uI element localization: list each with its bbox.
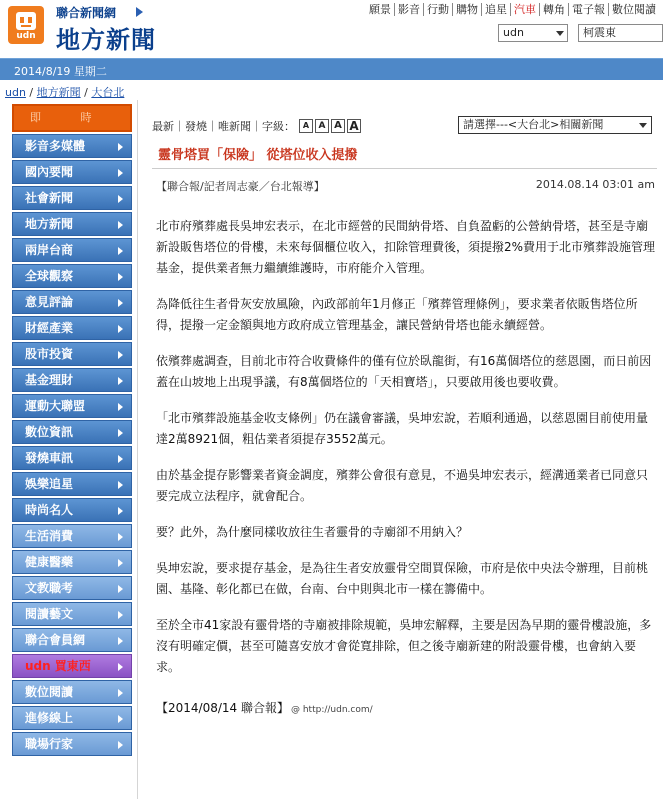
- font-size-button[interactable]: A: [331, 119, 345, 133]
- sidebar-item-label: 健康醫藥: [25, 555, 74, 569]
- article-paragraph: 要？此外，為什麼同樣收放往生者靈骨的寺廟卻不用納入？: [156, 525, 469, 539]
- sidebar-item-label: 數位資訊: [25, 425, 74, 439]
- top-nav-item[interactable]: 願景: [366, 3, 395, 16]
- sidebar-item[interactable]: [12, 186, 132, 210]
- site-main-title[interactable]: 地方新聞: [56, 26, 156, 54]
- article-paragraph: 吳坤宏說，要求提存基金，是為往生者安放靈骨空間買保險，市府是依中央法令辦理，目前桃園、基隆、彰化都已在做，台南、台中則與北市一樣在籌備中。: [156, 561, 649, 596]
- article-title: 靈骨塔買「保險」 從塔位收入提撥: [158, 148, 358, 163]
- top-nav-item[interactable]: 電子報: [569, 3, 609, 16]
- chevron-right-icon: [118, 429, 123, 437]
- article-paragraph: 至於全市41家設有靈骨塔的寺廟被排除規範，吳坤宏解釋，主要是因為早期的靈骨樓設施，多沒有明確定價，甚至可隨喜安放才會從寬排除，但之後寺廟新建的附設靈骨樓，也會納入要求。: [156, 618, 652, 674]
- search-input[interactable]: 柯震東: [578, 24, 663, 42]
- sidebar: [12, 104, 132, 756]
- site-header: [0, 0, 663, 58]
- chevron-right-icon: [118, 741, 123, 749]
- sidebar-item[interactable]: [12, 602, 132, 626]
- top-nav-item[interactable]: 購物: [453, 3, 482, 16]
- sidebar-item-label: 股市投資: [25, 347, 74, 361]
- sidebar-item-label: 基金理財: [25, 373, 74, 387]
- logo-eye-right: [28, 17, 32, 23]
- article-paragraph: 北市府殯葬處長吳坤宏表示，在北市經營的民間納骨塔、自負盈虧的公營納骨塔，甚至是寺廟新設販售塔位的骨樓，未來每個櫃位收入，扣除管理費後，須提撥2%費用于北市殯葬設施管理基金，提供業者無力繼續維護時，市府能介入管理。: [156, 219, 656, 275]
- sidebar-item[interactable]: [12, 160, 132, 184]
- sidebar-item[interactable]: [12, 680, 132, 704]
- sidebar-item-label: 地方新聞: [25, 217, 74, 231]
- sidebar-item[interactable]: [12, 134, 132, 158]
- divider: [152, 168, 657, 169]
- chevron-right-icon: [118, 273, 123, 281]
- logo-eye-left: [20, 17, 24, 23]
- column-divider: [137, 100, 138, 799]
- logo-mouth: [21, 25, 31, 27]
- chevron-right-icon: [118, 143, 123, 151]
- chevron-right-icon: [118, 663, 123, 671]
- font-size-button[interactable]: A: [347, 119, 361, 133]
- related-news-value: 請選擇---<大台北>相關新聞: [463, 118, 604, 131]
- breadcrumb-link[interactable]: 大台北: [91, 86, 125, 99]
- chevron-right-icon: [118, 715, 123, 723]
- chevron-right-icon: [118, 299, 123, 307]
- udn-logo-icon[interactable]: [8, 6, 44, 44]
- top-nav-item[interactable]: 轉角: [540, 3, 569, 16]
- article-timestamp: 2014.08.14 03:01 am: [535, 178, 655, 191]
- article-source-link[interactable]: @ http://udn.com/: [290, 705, 373, 715]
- breadcrumb-link[interactable]: 地方新聞: [36, 86, 81, 99]
- sidebar-item-label: 閱讀藝文: [25, 607, 74, 621]
- sidebar-item-label: 影音多媒體: [25, 139, 86, 153]
- sidebar-item-label: 社會新聞: [25, 191, 74, 205]
- sidebar-item-label: 兩岸台商: [25, 243, 74, 257]
- chevron-right-icon: [118, 611, 123, 619]
- sidebar-item[interactable]: [12, 576, 132, 600]
- chevron-right-icon: [118, 559, 123, 567]
- sidebar-item[interactable]: [12, 420, 132, 444]
- font-size-button[interactable]: A: [299, 119, 313, 133]
- article-source: 【2014/08/14 聯合報】: [156, 701, 289, 715]
- chevron-right-icon: [118, 351, 123, 359]
- top-nav-item[interactable]: 汽車: [511, 3, 540, 16]
- logo-face: [16, 12, 36, 30]
- toolbar-links[interactable]: 最新｜發燒｜唯新聞｜字級：: [152, 120, 295, 133]
- breadcrumb: udn / 地方新聞 / 大台北: [5, 86, 125, 99]
- chevron-right-icon: [118, 195, 123, 203]
- top-nav-item[interactable]: 數位閱讀: [612, 3, 656, 16]
- article-footer: [156, 698, 656, 721]
- sidebar-item[interactable]: [12, 706, 132, 730]
- search-scope-value: udn: [503, 26, 524, 39]
- sidebar-item[interactable]: [12, 498, 132, 522]
- chevron-right-icon: [118, 481, 123, 489]
- sidebar-item-label: 意見評論: [25, 295, 74, 309]
- sidebar-item[interactable]: [12, 316, 132, 340]
- sidebar-item[interactable]: [12, 472, 132, 496]
- chevron-right-icon: [118, 689, 123, 697]
- logo-udn-text: udn: [16, 31, 36, 41]
- chevron-right-icon: [118, 585, 123, 593]
- article-paragraph: 依殯葬處調查，目前北市符合收費條件的僅有位於臥龍街，有16萬個塔位的慈恩園，而日前因蓋在山坡地上出現爭議，有8萬個塔位的「天相寶塔」，只要啟用後也要收費。: [156, 354, 652, 389]
- sidebar-item-label: 進修線上: [25, 711, 74, 725]
- top-nav: [366, 3, 659, 16]
- sidebar-item[interactable]: [12, 368, 132, 392]
- article-panel: [142, 104, 663, 799]
- sidebar-item[interactable]: [12, 550, 132, 574]
- sidebar-item[interactable]: [12, 628, 132, 652]
- related-news-select[interactable]: [458, 116, 652, 134]
- chevron-right-icon: [118, 169, 123, 177]
- site-arrow-icon: [136, 7, 143, 17]
- sidebar-item-label: 文教職考: [25, 581, 74, 595]
- sidebar-item[interactable]: [12, 290, 132, 314]
- article-paragraph: 「北市殯葬設施基金收支條例」仍在議會審議，吳坤宏說，若順利通過，以慈恩園目前使用量達2萬8921個，粗估業者須提存3552萬元。: [156, 411, 649, 446]
- font-size-button[interactable]: A: [315, 119, 329, 133]
- sidebar-item[interactable]: [12, 732, 132, 756]
- chevron-down-icon: [556, 31, 564, 36]
- article-toolbar: [152, 118, 361, 134]
- article-paragraph: 由於基金提存影響業者資金調度，殯葬公會很有意見，不過吳坤宏表示，經溝通業者已同意只要完成立法程序，就會配合。: [156, 468, 649, 503]
- sidebar-item[interactable]: [12, 446, 132, 470]
- chevron-right-icon: [118, 325, 123, 333]
- sidebar-item-label: 全球觀察: [25, 269, 74, 283]
- sidebar-item[interactable]: [12, 524, 132, 548]
- current-date: 2014/8/19 星期二: [14, 65, 107, 78]
- promo-prefix: udn: [25, 659, 51, 673]
- sidebar-item[interactable]: [12, 238, 132, 262]
- sidebar-item-label: 財經產業: [25, 321, 74, 335]
- sidebar-item-shopping[interactable]: [12, 654, 132, 678]
- sidebar-item-label: 時尚名人: [25, 503, 74, 517]
- sidebar-item-label: 職場行家: [25, 737, 74, 751]
- chevron-right-icon: [118, 533, 123, 541]
- site-top-title[interactable]: 聯合新聞網: [56, 6, 117, 20]
- top-nav-item[interactable]: 追星: [482, 3, 511, 16]
- search-scope-select[interactable]: [498, 24, 568, 42]
- chevron-right-icon: [118, 637, 123, 645]
- chevron-down-icon: [639, 123, 647, 128]
- chevron-right-icon: [118, 455, 123, 463]
- sidebar-item-label: 娛樂追星: [25, 477, 74, 491]
- sidebar-item-label: 運動大聯盟: [25, 399, 86, 413]
- top-nav-item[interactable]: 影音: [395, 3, 424, 16]
- breadcrumb-link[interactable]: udn: [5, 86, 26, 99]
- top-nav-item[interactable]: 行動: [424, 3, 453, 16]
- sidebar-item[interactable]: [12, 212, 132, 236]
- sidebar-item-label: 數位閱讀: [25, 685, 74, 699]
- sidebar-item[interactable]: [12, 342, 132, 366]
- sidebar-head[interactable]: 即 時: [12, 104, 132, 132]
- chevron-right-icon: [118, 221, 123, 229]
- sidebar-item[interactable]: [12, 394, 132, 418]
- chevron-right-icon: [118, 403, 123, 411]
- article-byline: 【聯合報/記者周志豪／台北報導】: [156, 180, 325, 193]
- chevron-right-icon: [118, 247, 123, 255]
- chevron-right-icon: [118, 377, 123, 385]
- article-body: [156, 216, 656, 721]
- sidebar-item-label: 生活消費: [25, 529, 74, 543]
- sidebar-item-label: 發燒車訊: [25, 451, 74, 465]
- date-bar: [0, 58, 663, 80]
- sidebar-item[interactable]: [12, 264, 132, 288]
- chevron-right-icon: [118, 507, 123, 515]
- sidebar-item-label: 聯合會員網: [25, 633, 86, 647]
- sidebar-item-label: 國內要聞: [25, 165, 74, 179]
- promo-label: 買東西: [54, 659, 91, 673]
- article-paragraph: 為降低往生者骨灰安放風險，內政部前年1月修正「殯葬管理條例」，要求業者依販售塔位所得，提撥一定金額與地方政府成立管理基金，讓民營納骨塔也能永續經營。: [156, 297, 638, 332]
